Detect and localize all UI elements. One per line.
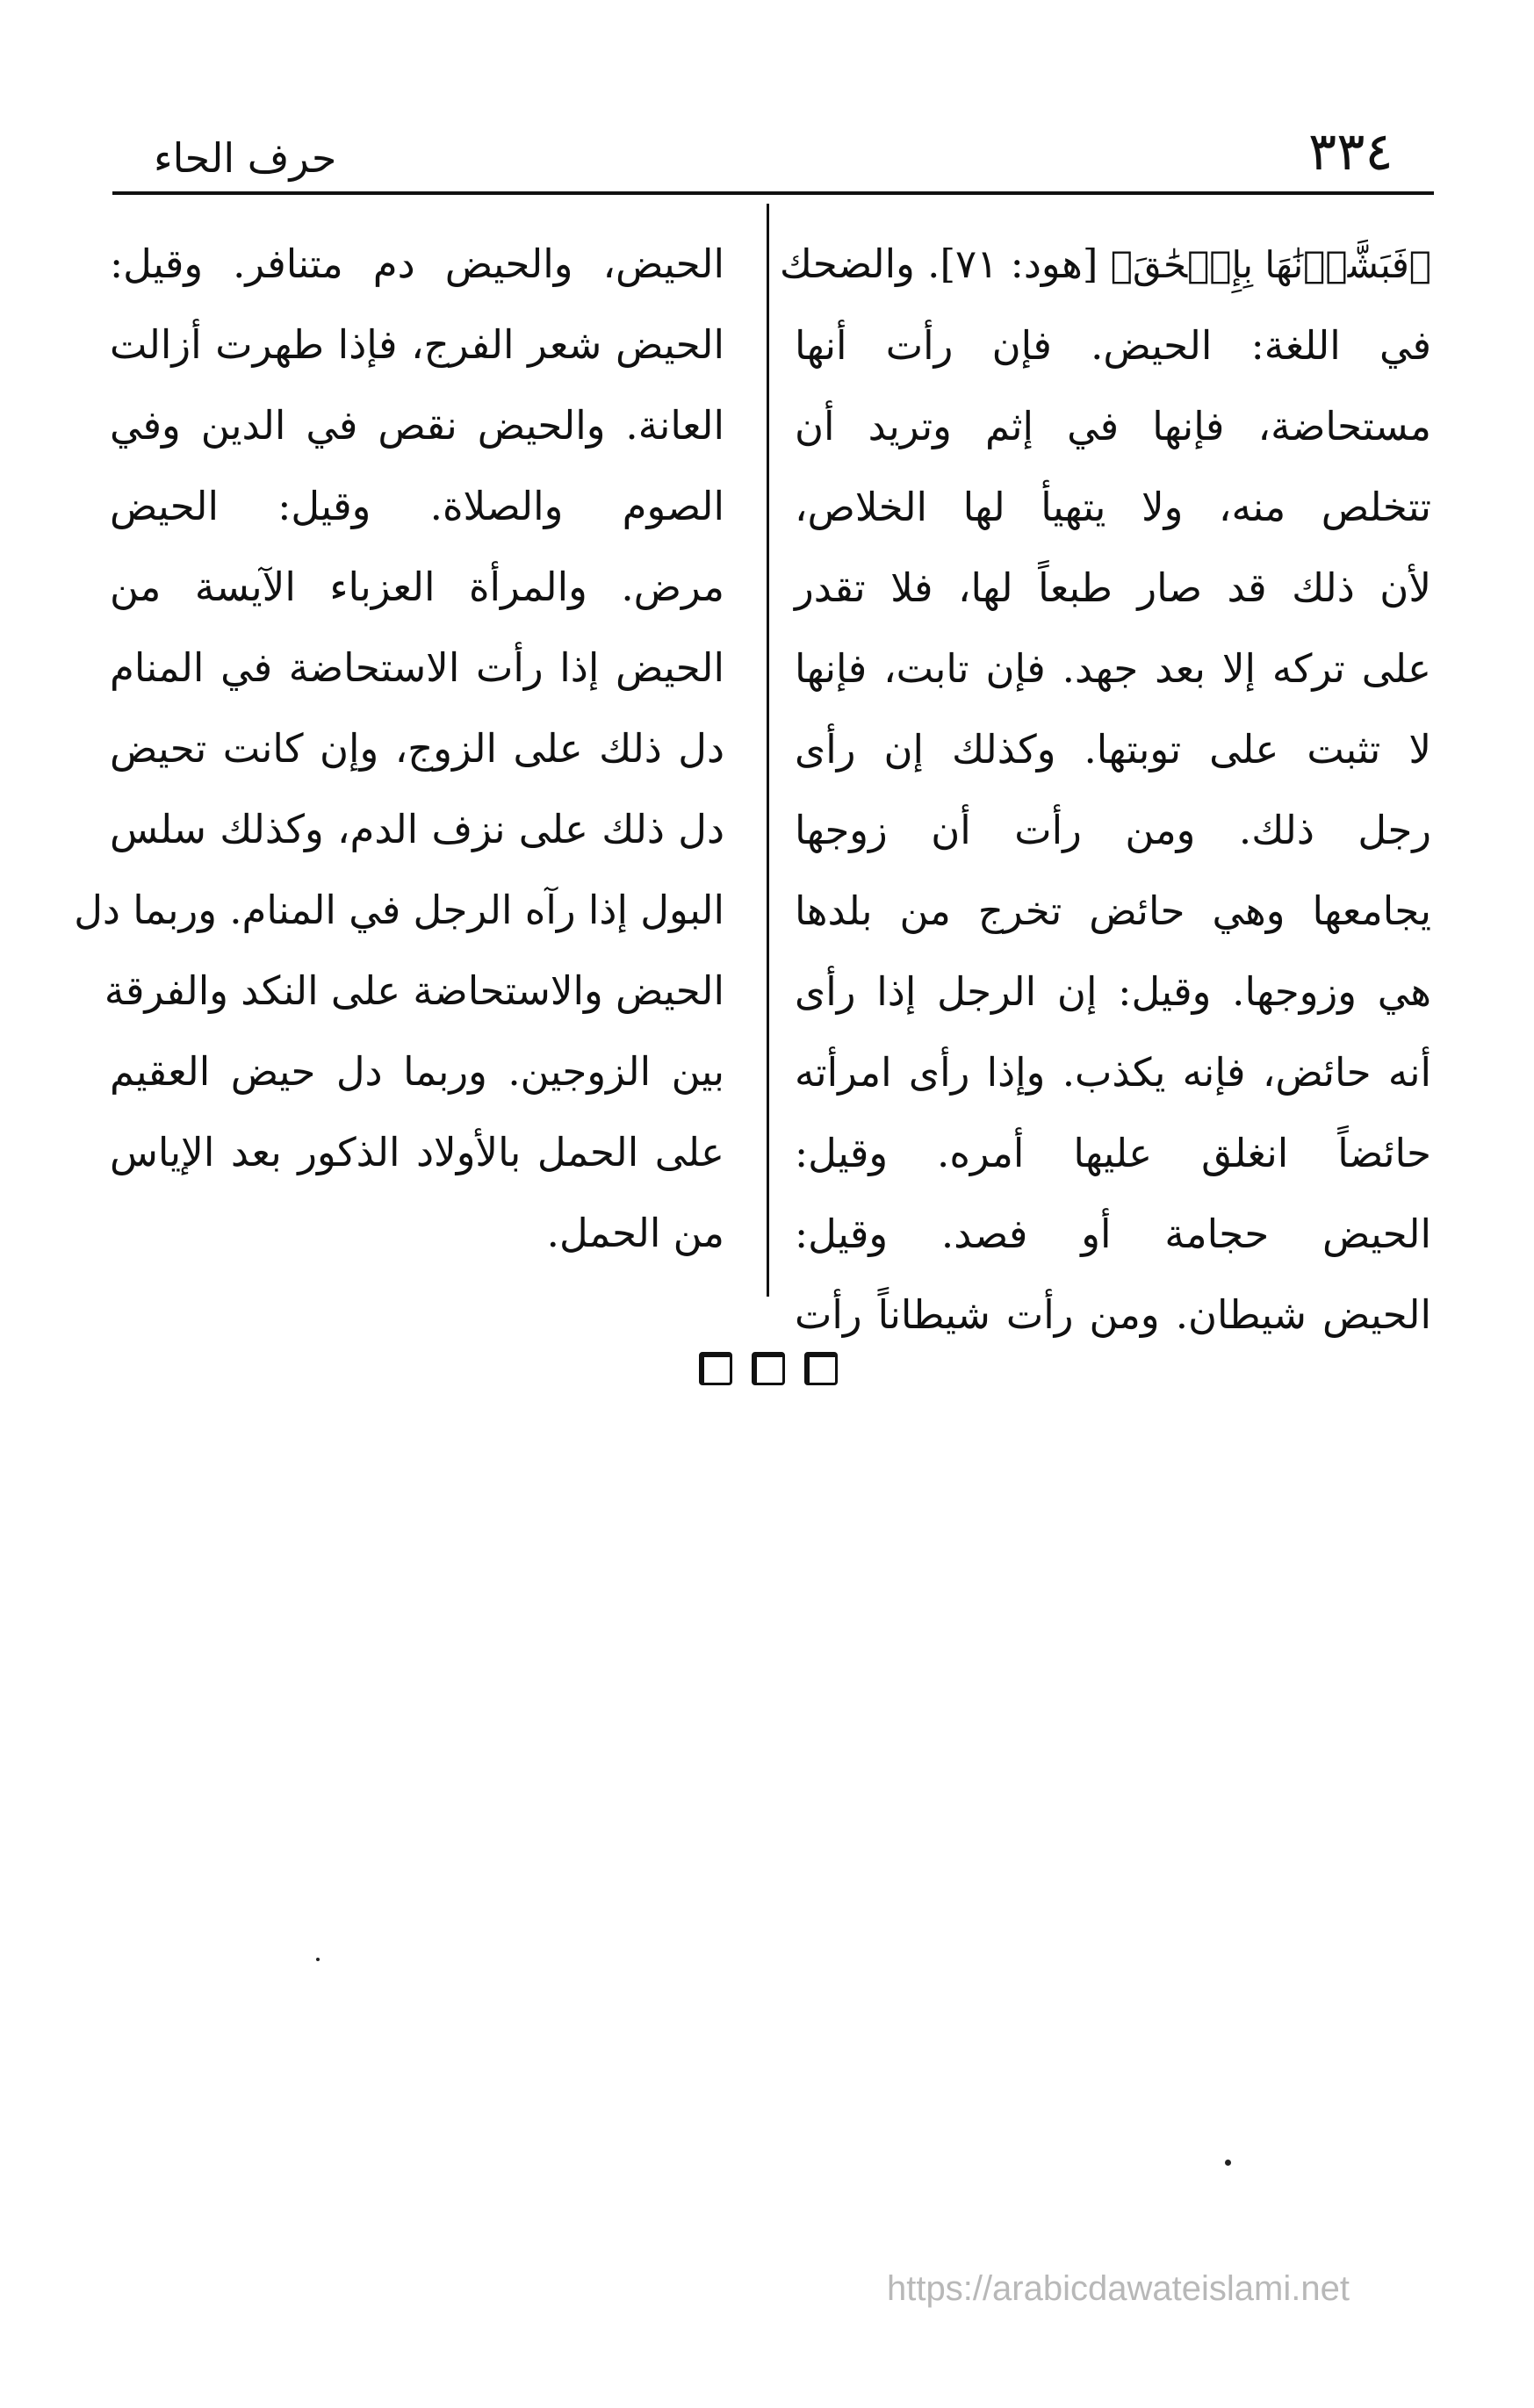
scan-speck [1225, 2160, 1231, 2166]
column-divider [767, 204, 769, 1297]
text-line: من الحمل. [546, 1210, 724, 1256]
text-line: لا تثبت على توبتها. وكذلك إن رأى [795, 726, 1431, 773]
scan-speck [316, 1958, 320, 1961]
page-number: ٣٣٤ [1308, 121, 1394, 183]
header-divider [112, 191, 1434, 195]
text-line: مستحاضة، فإنها في إثم وتريد أن [795, 403, 1431, 449]
text-line: على تركه إلا بعد جهد. فإن تابت، فإنها [795, 645, 1431, 692]
left-text-column [74, 224, 724, 1274]
text-line: رجل ذلك. ومن رأت أن زوجها [795, 807, 1431, 853]
square-ornament-icon [699, 1352, 732, 1385]
text-line: يجامعها وهي حائض تخرج من بلدها [795, 888, 1431, 934]
right-text-column [779, 224, 1431, 1355]
text-line: الحيض والاستحاضة على النكد والفرقة [104, 967, 724, 1014]
text-line: البول إذا رآه الرجل في المنام. وربما دل [74, 887, 724, 933]
text-line: هي وزوجها. وقيل: إن الرجل إذا رأى [795, 968, 1431, 1015]
text-line: تتخلص منه، ولا يتهيأ لها الخلاص، [795, 484, 1431, 530]
text-line: مرض. والمرأة العزباء الآيسة من [110, 564, 724, 610]
text-line: أنه حائض، فإنه يكذب. وإذا رأى امرأته [795, 1049, 1431, 1096]
text-line: الحيض شعر الفرج، فإذا طهرت أزالت [110, 321, 724, 368]
text-line: بين الزوجين. وربما دل حيض العقيم [110, 1048, 724, 1095]
watermark-url: https://arabicdawateislami.net [887, 2269, 1350, 2308]
text-line: الحيض شيطان. ومن رأت شيطاناً رأت [795, 1291, 1431, 1338]
text-line: في اللغة: الحيض. فإن رأت أنها [795, 322, 1431, 369]
section-end-ornament [681, 1352, 856, 1396]
text-line: ﴿فَبَشَّرۡنَٰهَا بِإِسۡحَٰقَ﴾ [هود: ٧١]. والضحك [779, 241, 1431, 287]
text-line: حائضاً انغلق عليها أمره. وقيل: [795, 1130, 1431, 1176]
text-line: الصوم والصلاة. وقيل: الحيض [110, 483, 724, 529]
running-title: حرف الحاء [154, 134, 337, 182]
text-line: الحيض، والحيض دم متنافر. وقيل: [110, 241, 724, 287]
square-ornament-icon [804, 1352, 838, 1385]
text-line: العانة. والحيض نقص في الدين وفي [110, 402, 724, 449]
quran-quote: ﴿فَبَشَّرۡنَٰهَا بِإِسۡحَٰقَ﴾ [1110, 243, 1431, 286]
text-line: دل ذلك على الزوج، وإن كانت تحيض [110, 725, 724, 772]
text-line: لأن ذلك قد صار طبعاً لها، فلا تقدر [795, 564, 1431, 611]
square-ornament-icon [752, 1352, 785, 1385]
text-line: دل ذلك على نزف الدم، وكذلك سلس [110, 806, 724, 852]
text-line: على الحمل بالأولاد الذكور بعد الإياس [110, 1129, 724, 1175]
text-line: الحيض إذا رأت الاستحاضة في المنام [110, 644, 724, 691]
text-line: الحيض حجامة أو فصد. وقيل: [795, 1211, 1431, 1257]
